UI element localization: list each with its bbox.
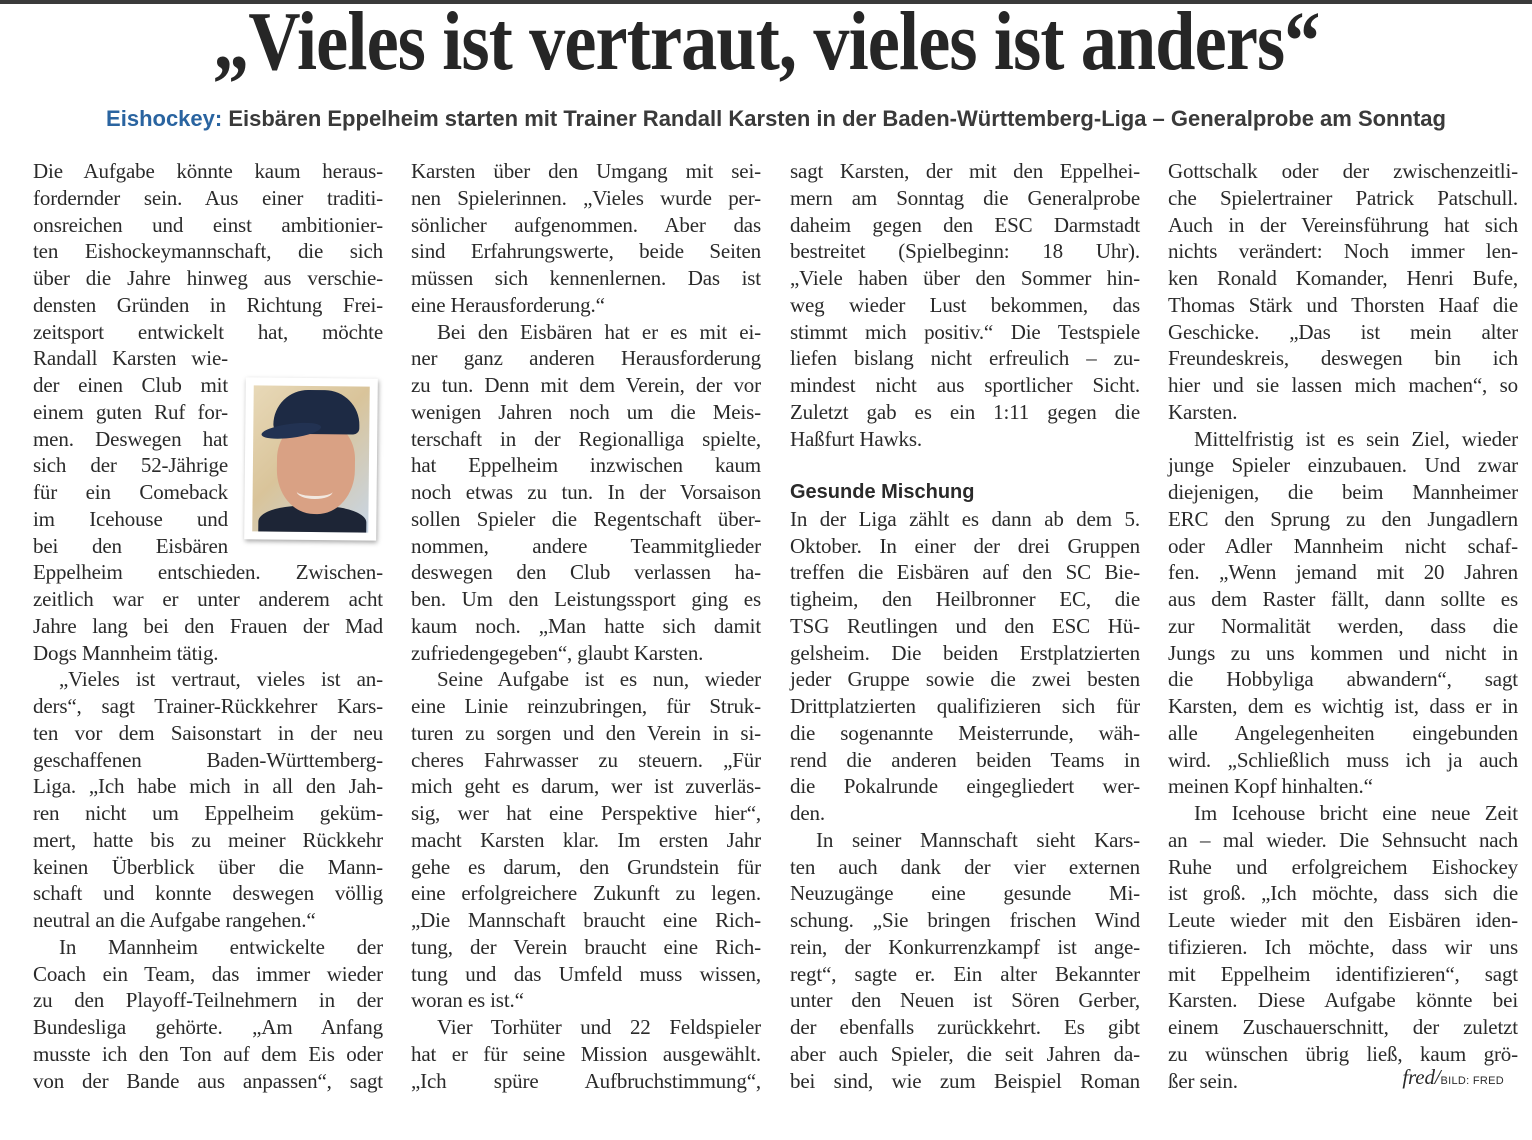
article-column-3: [790, 158, 1140, 1094]
text-line: Haßfurt Hawks.: [790, 426, 923, 451]
headline: „Vieles ist vertraut, vieles ist anders“: [212, 0, 1320, 88]
text-line: Bundesliga gehörte. „Am Anfang: [33, 1015, 383, 1039]
text-line: Zuletzt gab es ein 1:11 gegen die: [790, 399, 1140, 424]
text-line: eine Herausforderung.“: [411, 292, 605, 317]
text-line: den.: [790, 801, 825, 825]
text-line: zu tun. Denn mit dem Verein, der vor: [411, 373, 761, 397]
text-line: nen Spielerinnen. „Vieles wurde per-: [411, 185, 761, 210]
text-line: tung, der Verein braucht eine Rich-: [411, 934, 761, 959]
paragraph: [790, 506, 1140, 827]
text-line: „Ich spüre Aufbruchstimmung“,: [411, 1068, 761, 1093]
text-line: zur Normalität werden, dass die: [1168, 613, 1518, 638]
text-line: onsreichen und einst ambitionier-: [33, 212, 383, 237]
paragraph: [1168, 158, 1518, 426]
text-line: eine erfolgreichere Zukunft zu legen.: [411, 881, 761, 906]
text-line: Freundeskreis, deswegen bin ich: [1168, 346, 1518, 371]
paragraph: [790, 158, 1140, 452]
section-subheading: Gesunde Mischung: [790, 481, 975, 503]
text-line: mern am Sonntag die Generalprobe: [790, 185, 1140, 210]
text-line: mert, hatte bis zu meiner Rückkehr: [33, 827, 383, 852]
text-line: turen zu sorgen und den Verein in si-: [411, 720, 761, 745]
portrait-image: [252, 385, 370, 532]
paragraph: [33, 666, 383, 934]
text-line: densten Gründen in Richtung Frei-: [33, 292, 383, 317]
text-line: musste ich den Ton auf dem Eis oder: [33, 1041, 383, 1066]
text-line: schung. „Sie bringen frischen Wind: [790, 908, 1140, 932]
text-line: „Vieles ist vertraut, vieles ist an-: [59, 667, 383, 692]
text-line: unter den Neuen ist Sören Gerber,: [790, 988, 1140, 1013]
text-line: Geschicke. „Das ist mein alter: [1168, 319, 1518, 344]
text-line: ten Eishockeymannschaft, die sich: [33, 239, 383, 264]
text-line: Ruhe und erfolgreichem Eishockey: [1168, 854, 1518, 879]
text-line: tigheim, den Heilbronner EC, die: [790, 587, 1140, 611]
text-line: In der Liga zählt es dann ab dem 5.: [790, 506, 1140, 531]
text-line: In Mannheim entwickelte der: [59, 934, 383, 959]
text-line: Karsten, dem es wichtig ist, dass er in: [1168, 694, 1518, 718]
headline-wrap: [0, 0, 1532, 90]
text-line: cheres Fahrwasser zu steuern. „Für: [411, 747, 761, 772]
subheadline-text: Eisbären Eppelheim starten mit Trainer Randall Karsten in der Baden-Württemberg-Liga – Generalprobe am Sonntag: [228, 106, 1446, 131]
text-line: ben. Um den Leistungssport ging es: [411, 587, 761, 611]
text-line: einem guten Ruf for-: [33, 399, 228, 424]
text-line: mit Eppelheim identifizieren“, sagt: [1168, 961, 1518, 986]
text-line: eine Linie reinzubringen, für Struk-: [411, 694, 761, 718]
text-line: Leute wieder mit den Eisbären iden-: [1168, 908, 1518, 932]
text-line: für ein Comeback: [33, 480, 228, 504]
text-line: ist groß. „Ich möchte, dass sich die: [1168, 881, 1518, 906]
text-line: wenigen Jahren noch um die Meis-: [411, 399, 761, 424]
text-line: ders“, sagt Trainer-Rückkehrer Kars-: [33, 694, 383, 718]
text-line: diejenigen, die beim Mannheimer: [1168, 480, 1518, 504]
text-line: nichts verändert: Noch immer len-: [1168, 239, 1518, 264]
text-line: weg wieder Lust bekommen, das: [790, 292, 1140, 317]
text-line: TSG Reutlingen und den ESC Hü-: [790, 613, 1140, 638]
text-line: ßer sein. fred/BILD: FRED: [1168, 1064, 1504, 1093]
paragraph: [790, 827, 1140, 1095]
text-line: schaft und konnte deswegen völlig: [33, 881, 383, 906]
text-line: che Spielertrainer Patrick Patschull.: [1168, 185, 1518, 210]
paragraph: [1168, 426, 1518, 801]
text-line: liefen bislang nicht erfreulich – zu-: [790, 346, 1140, 371]
text-line: hat Eppelheim inzwischen kaum: [411, 453, 761, 478]
text-line: bei den Eisbären: [33, 533, 228, 558]
text-line: Karsten. Diese Aufgabe könnte bei: [1168, 988, 1518, 1013]
paragraph: [411, 319, 761, 667]
text-line: tifizieren. Ich möchte, dass wir uns: [1168, 934, 1518, 959]
text-line: fordernder sein. Aus einer traditi-: [33, 185, 383, 210]
text-line: hier und sie lassen mich machen“, so: [1168, 373, 1518, 397]
text-line: macht Karsten klar. Im ersten Jahr: [411, 827, 761, 852]
text-line: geschaffenen Baden-Württemberg-: [33, 747, 383, 772]
text-line: noch etwas zu tun. In der Vorsaison: [411, 480, 761, 504]
text-line: nommen, andere Teammitglieder: [411, 533, 761, 558]
text-line: Seine Aufgabe ist es nun, wieder: [437, 667, 761, 692]
text-line: keinen Überblick über die Mann-: [33, 854, 383, 879]
text-line: einem Zuschauerschnitt, der zuletzt: [1168, 1015, 1518, 1039]
text-line: woran es ist.“: [411, 988, 524, 1013]
text-line: ten vor dem Saisonstart in der neu: [33, 720, 383, 745]
text-line: sind Erfahrungswerte, beide Seiten: [411, 239, 761, 264]
text-line: über die Jahre hinweg aus verschie-: [33, 266, 383, 290]
text-line: junge Spieler einzubauen. Und zwar: [1168, 453, 1518, 478]
text-line: Jungs zu uns kommen und nicht in: [1168, 640, 1518, 665]
kicker: Eishockey:: [106, 106, 223, 131]
text-line: ner ganz anderen Herausforderung: [411, 346, 761, 371]
text-line: Liga. „Ich habe mich in all den Jah-: [33, 774, 383, 799]
text-line: alle Angelegenheiten eingebunden: [1168, 720, 1518, 745]
text-line: die Pokalrunde eingegliedert wer-: [790, 774, 1140, 799]
text-line: zufriedengegeben“, glaubt Karsten.: [411, 640, 704, 665]
text-line: mich geht es darum, wer ist zuverläs-: [411, 774, 761, 799]
text-line: Die Aufgabe könnte kaum heraus-: [33, 159, 383, 183]
photo-credit: BILD: FRED: [1440, 1074, 1504, 1087]
text-line: Gottschalk oder der zwischenzeitli-: [1168, 159, 1518, 183]
text-line: rein, der Konkurrenzkampf ist ange-: [790, 934, 1140, 959]
text-line: rend die anderen beiden Teams in: [790, 747, 1140, 772]
text-line: von der Bande aus anpassen“, sagt: [33, 1068, 383, 1093]
text-line: bestreitet (Spielbeginn: 18 Uhr).: [790, 239, 1140, 264]
text-line: „Die Mannschaft braucht eine Rich-: [411, 908, 761, 932]
text-line: gelsheim. Die beiden Erstplatzierten: [790, 640, 1140, 665]
text-line: men. Deswegen hat: [33, 426, 228, 451]
text-line: Thomas Stärk und Thorsten Haaf die: [1168, 292, 1518, 317]
article-column-4: [1168, 158, 1518, 1094]
text-line: ken Ronald Komander, Henri Bufe,: [1168, 266, 1518, 290]
text-line: Karsten über den Umgang mit sei-: [411, 159, 761, 183]
text-line: zeitlich war er unter anderem acht: [33, 587, 383, 611]
byline: [1402, 1064, 1504, 1095]
text-line: kaum noch. „Man hatte sich damit: [411, 613, 761, 638]
text-line: die sogenannte Meisterrunde, wäh-: [790, 720, 1140, 745]
text-line: müssen sich kennenlernen. Das ist: [411, 266, 761, 290]
text-line: tung und das Umfeld muss wissen,: [411, 961, 761, 986]
text-line: deswegen den Club verlassen ha-: [411, 560, 761, 585]
text-line: stimmt mich positiv.“ Die Testspiele: [790, 319, 1140, 344]
text-line: wird. „Schließlich muss ich ja auch: [1168, 747, 1518, 772]
text-line: Oktober. In einer der drei Gruppen: [790, 533, 1140, 558]
author-initials: fred/: [1402, 1064, 1441, 1089]
article-column-2: [411, 158, 761, 1094]
subheadline: [0, 104, 1532, 134]
text-line: der einen Club mit: [33, 373, 228, 397]
text-line: regt“, sagte er. Ein alter Bekannter: [790, 961, 1140, 986]
text-line: oder Adler Mannheim nicht schaf-: [1168, 533, 1518, 558]
text-line: sönlicher aufgenommen. Aber das: [411, 212, 761, 237]
text-line: Neuzugänge eine gesunde Mi-: [790, 881, 1140, 906]
text-line: sig, wer hat eine Perspektive hier“,: [411, 801, 761, 825]
text-line: fen. „Wenn jemand mit 20 Jahren: [1168, 560, 1518, 585]
text-line: an – mal wieder. Die Sehnsucht nach: [1168, 827, 1518, 852]
text-line: meinen Kopf hinhalten.“: [1168, 774, 1373, 799]
text-line: aber auch Spieler, die seit Jahren da-: [790, 1041, 1140, 1066]
article-column-1: [33, 158, 383, 1094]
text-line: sich der 52-Jährige: [33, 453, 228, 478]
text-line: gehe es darum, den Grundstein für: [411, 854, 761, 879]
text-line: Bei den Eisbären hat er es mit ei-: [437, 319, 761, 344]
paragraph: [33, 934, 383, 1095]
text-line: zu den Playoff-Teilnehmern in der: [33, 988, 383, 1013]
text-line: Randall Karsten wie-: [33, 346, 228, 371]
text-line: bei sind, wie zum Beispiel Roman: [790, 1068, 1140, 1093]
paragraph: [411, 666, 761, 1014]
text-line: Eppelheim entschieden. Zwischen-: [33, 560, 383, 585]
text-line: Karsten.: [1168, 399, 1238, 424]
text-line: die Hobbyliga abwandern“, sagt: [1168, 667, 1518, 692]
text-line: „Viele haben über den Sommer hin-: [790, 266, 1140, 290]
text-line: terschaft in der Regionalliga spielte,: [411, 426, 761, 451]
paragraph: [1168, 800, 1518, 1094]
text-line: Vier Torhüter und 22 Feldspieler: [437, 1015, 761, 1039]
text-line: ERC den Sprung zu den Jungadlern: [1168, 506, 1518, 531]
text-line: In seiner Mannschaft sieht Kars-: [816, 827, 1140, 852]
text-line: im Icehouse und: [33, 506, 228, 531]
text-line: aus dem Raster fällt, dann sollte es: [1168, 587, 1518, 611]
text-line: Mittelfristig ist es sein Ziel, wieder: [1194, 426, 1518, 451]
text-line: treffen die Eisbären auf den SC Bie-: [790, 560, 1140, 585]
text-line: ten auch dank der vier externen: [790, 854, 1140, 879]
text-line: Drittplatzierten qualifizieren sich für: [790, 694, 1140, 718]
text-line: hat er für seine Mission ausgewählt.: [411, 1041, 761, 1066]
paragraph: [411, 158, 761, 319]
paragraph: [411, 1014, 761, 1094]
text-line: Im Icehouse bricht eine neue Zeit: [1194, 801, 1518, 825]
portrait-photo: [244, 377, 378, 540]
text-line: sollen Spieler die Regentschaft über-: [411, 506, 761, 531]
text-line: jeder Gruppe sowie die zwei besten: [790, 667, 1140, 692]
text-line: neutral an die Aufgabe rangehen.“: [33, 908, 316, 932]
text-line: Auch in der Vereinsführung hat sich: [1168, 212, 1518, 237]
text-line: Coach ein Team, das immer wieder: [33, 961, 383, 986]
text-line: Dogs Mannheim tätig.: [33, 640, 219, 665]
text-line: der ebenfalls zurückkehrt. Es gibt: [790, 1015, 1140, 1039]
text-line: mindest nicht aus sportlicher Sicht.: [790, 373, 1140, 397]
text-line: ren nicht um Eppelheim geküm-: [33, 801, 383, 825]
text-line: zu wünschen übrig ließ, kaum grö-: [1168, 1041, 1518, 1066]
text-line: Jahre lang bei den Frauen der Mad: [33, 613, 383, 638]
text-line: zeitsport entwickelt hat, möchte: [33, 319, 383, 344]
text-line: sagt Karsten, der mit den Eppelhei-: [790, 159, 1140, 183]
text-line: daheim gegen den ESC Darmstadt: [790, 212, 1140, 237]
